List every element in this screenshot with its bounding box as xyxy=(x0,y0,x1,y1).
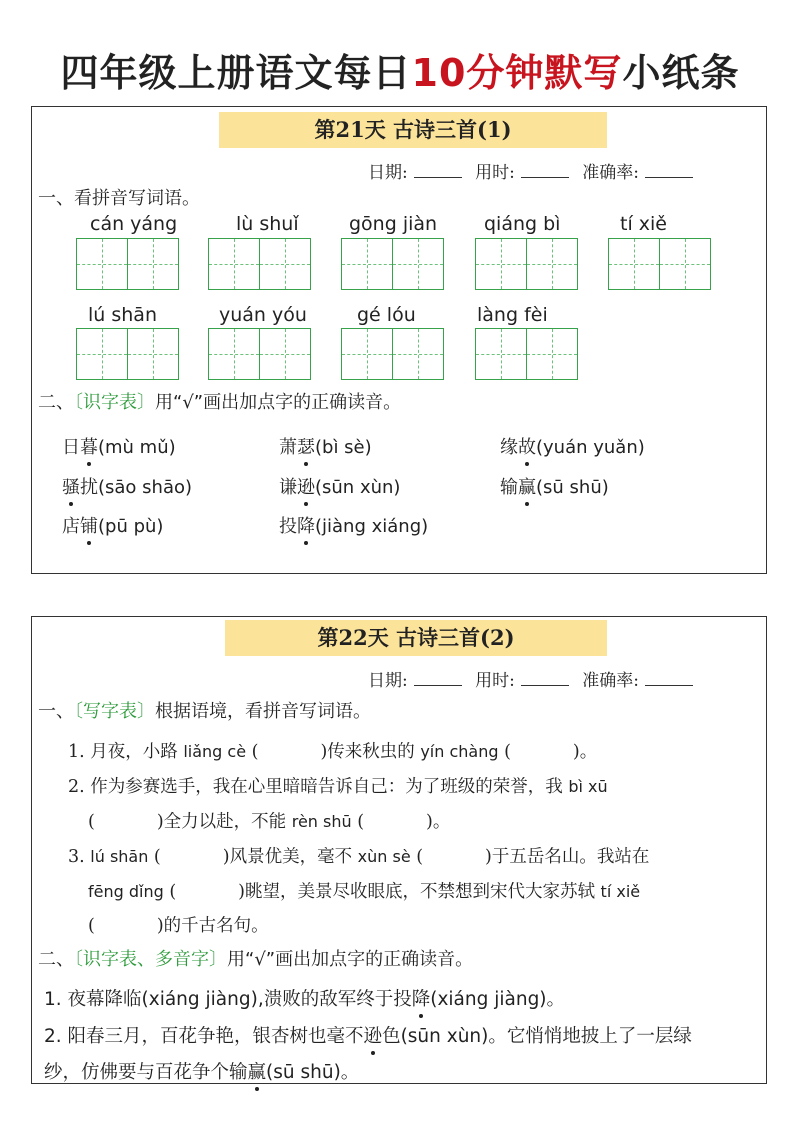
day21-banner: 第21天 古诗三首(1) xyxy=(219,112,607,148)
date-label: 日期: xyxy=(368,163,408,183)
time-label: 用时: xyxy=(475,163,515,183)
reading-item: 谦逊(sūn xùn) xyxy=(279,477,401,498)
writing-grid[interactable] xyxy=(76,328,177,380)
section-number: 二、 xyxy=(38,949,74,970)
section-text: 用“√”画出加点字的正确读音。 xyxy=(227,949,474,970)
reading-item: 骚扰(sāo shāo) xyxy=(62,477,193,498)
pinyin-label: yuán yóu xyxy=(219,304,307,326)
writing-grid[interactable] xyxy=(208,238,309,290)
grid-cell[interactable] xyxy=(259,328,311,380)
grid-cell[interactable] xyxy=(76,328,128,380)
accuracy-blank[interactable] xyxy=(645,671,693,686)
pinyin-label: lú shān xyxy=(88,304,157,326)
section-text: 用“√”画出加点字的正确读音。 xyxy=(155,392,402,413)
reading-item: 店铺(pū pù) xyxy=(62,516,164,537)
reading-item: 缘故(yuán yuǎn) xyxy=(500,437,645,458)
time-label: 用时: xyxy=(475,671,515,691)
writing-grid[interactable] xyxy=(475,238,576,290)
grid-cell[interactable] xyxy=(127,328,179,380)
grid-cell[interactable] xyxy=(127,238,179,290)
grid-cell[interactable] xyxy=(475,328,527,380)
grid-cell[interactable] xyxy=(259,238,311,290)
grid-cell[interactable] xyxy=(76,238,128,290)
time-blank[interactable] xyxy=(521,163,569,178)
pinyin-label: qiáng bì xyxy=(484,213,561,235)
writing-grid[interactable] xyxy=(76,238,177,290)
passage-line-3: 纱，仿佛要与百花争个输赢(sū shū)。 xyxy=(44,1062,360,1083)
writing-grid[interactable] xyxy=(608,238,709,290)
date-label: 日期: xyxy=(368,671,408,691)
grid-cell[interactable] xyxy=(392,238,444,290)
day22-banner: 第22天 古诗三首(2) xyxy=(225,620,607,656)
grid-cell[interactable] xyxy=(659,238,711,290)
accuracy-blank[interactable] xyxy=(645,163,693,178)
pinyin-label: gōng jiàn xyxy=(349,213,438,235)
time-blank[interactable] xyxy=(521,671,569,686)
writing-grid[interactable] xyxy=(475,328,576,380)
writing-grid[interactable] xyxy=(341,238,442,290)
title-part1: 四年级上册语文每日 xyxy=(60,51,412,95)
grid-cell[interactable] xyxy=(341,328,393,380)
accuracy-label: 准确率: xyxy=(582,163,640,183)
page-title xyxy=(0,42,800,97)
section-number: 二、 xyxy=(38,392,74,413)
section-tag: 〔写字表〕 xyxy=(74,701,155,722)
day21-section1-heading: 一、看拼音写词语。 xyxy=(38,188,200,209)
reading-item: 投降(jiàng xiáng) xyxy=(279,516,429,537)
question-2: 2. 作为参赛选手，我在心里暗暗告诉自己：为了班级的荣誉，我 bì xū xyxy=(68,777,608,797)
grid-cell[interactable] xyxy=(475,238,527,290)
pinyin-label: tí xiě xyxy=(620,213,667,235)
section-text: 根据语境，看拼音写词语。 xyxy=(155,701,371,722)
section-tag: 〔识字表〕 xyxy=(74,392,155,413)
title-highlight: 10分钟默写 xyxy=(411,51,623,95)
grid-cell[interactable] xyxy=(392,328,444,380)
grid-cell[interactable] xyxy=(526,238,578,290)
day21-meta xyxy=(368,158,701,183)
day22-section1-heading xyxy=(38,697,371,723)
day22-section2-heading xyxy=(38,945,473,971)
reading-item: 日暮(mù mǔ) xyxy=(62,437,176,458)
grid-cell[interactable] xyxy=(341,238,393,290)
grid-cell[interactable] xyxy=(608,238,660,290)
date-blank[interactable] xyxy=(414,671,462,686)
writing-grid[interactable] xyxy=(341,328,442,380)
date-blank[interactable] xyxy=(414,163,462,178)
pinyin-label: gé lóu xyxy=(357,304,416,326)
question-3-end: ( )的千古名句。 xyxy=(88,916,269,936)
grid-cell[interactable] xyxy=(208,238,260,290)
passage-line-1: 1. 夜幕降临(xiáng jiàng),溃败的敌军终于投降(xiáng jiàng)。 xyxy=(44,989,566,1010)
pinyin-label: cán yáng xyxy=(90,213,178,235)
accuracy-label: 准确率: xyxy=(582,671,640,691)
writing-grid[interactable] xyxy=(208,328,309,380)
section-number: 一、 xyxy=(38,701,74,722)
day21-section2-heading xyxy=(38,388,401,414)
question-1: 1. 月夜，小路 liǎng cè ( )传来秋虫的 yín chàng ( )。 xyxy=(68,742,598,762)
question-3: 3. lú shān ( )风景优美，毫不 xùn sè ( )于五岳名山。我站在 xyxy=(68,847,650,867)
pinyin-label: làng fèi xyxy=(477,304,548,326)
title-part3: 小纸条 xyxy=(622,51,740,95)
reading-item: 输赢(sū shū) xyxy=(500,477,609,498)
day22-meta xyxy=(368,666,701,691)
passage-line-2: 2. 阳春三月，百花争艳，银杏树也毫不逊色(sūn xùn)。它悄悄地披上了一层绿 xyxy=(44,1026,692,1047)
section-tag: 〔识字表、多音字〕 xyxy=(74,949,227,970)
question-3-cont: fēng dǐng ( )眺望，美景尽收眼底，不禁想到宋代大家苏轼 tí xiě xyxy=(88,882,641,902)
grid-cell[interactable] xyxy=(526,328,578,380)
reading-item: 萧瑟(bì sè) xyxy=(279,437,372,458)
question-2-cont: ( )全力以赴，不能 rèn shū ( )。 xyxy=(88,812,451,832)
grid-cell[interactable] xyxy=(208,328,260,380)
pinyin-label: lù shuǐ xyxy=(236,213,299,235)
